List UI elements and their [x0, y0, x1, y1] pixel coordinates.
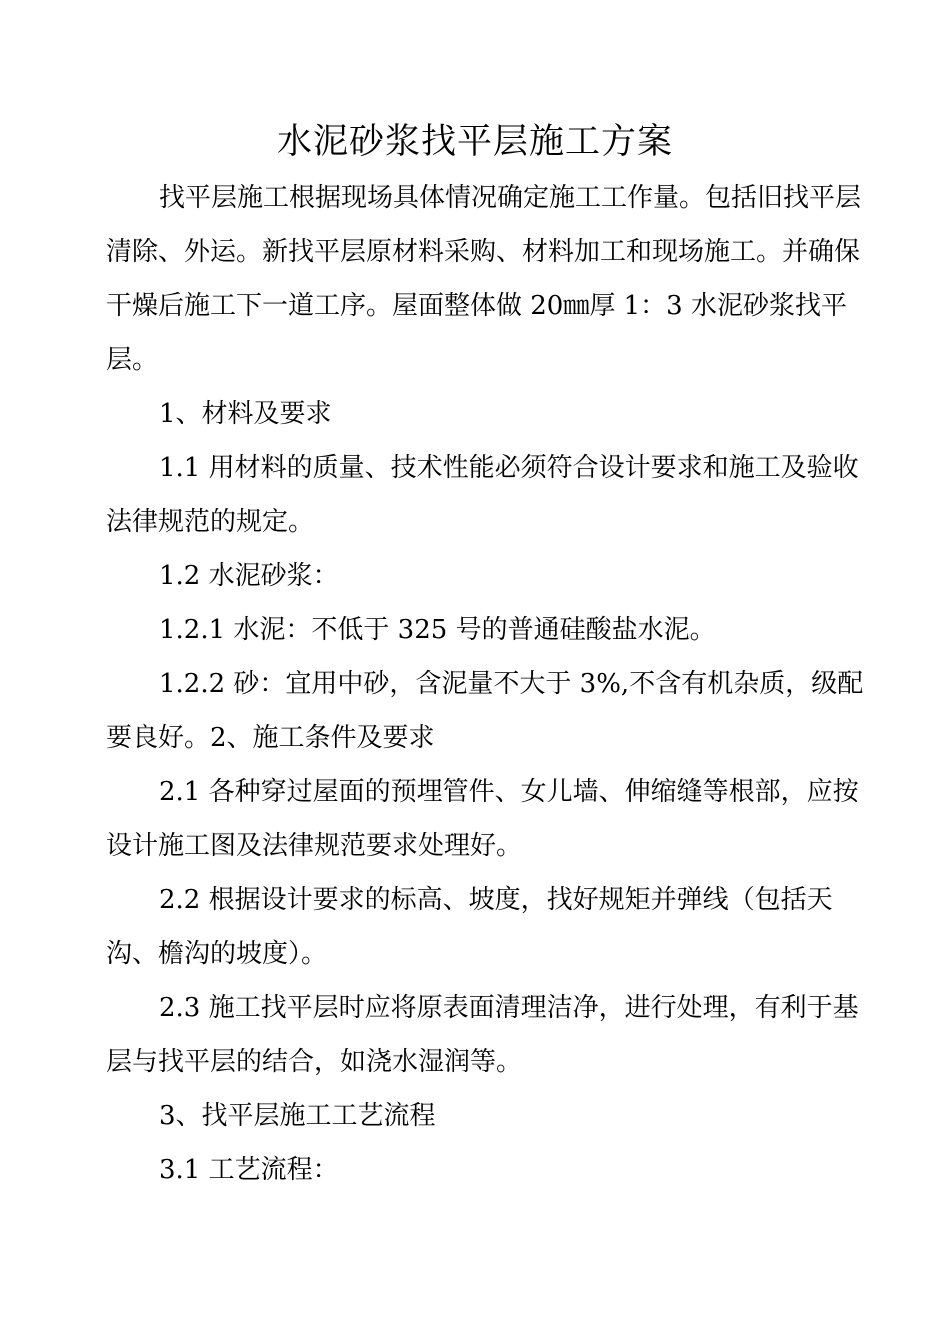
- paragraph-line: 1.2.2 砂：宜用中砂，含泥量不大于 3%,不含有机杂质，级配: [159, 669, 864, 699]
- paragraph-line: 层与找平层的结合，如浇水湿润等。: [106, 1047, 523, 1077]
- paragraph-line: 2.1 各种穿过屋面的预埋管件、女儿墙、伸缩缝等根部，应按: [159, 777, 859, 807]
- paragraph-line: 层。: [106, 345, 159, 375]
- document-body: [106, 171, 866, 1197]
- section-heading: 3、找平层施工工艺流程: [159, 1101, 436, 1131]
- document-title: 水泥砂浆找平层施工方案: [276, 122, 673, 162]
- paragraph-line: 要良好。2、施工条件及要求: [106, 723, 435, 753]
- section-heading: 1、材料及要求: [159, 399, 332, 429]
- paragraph-line: 1.2.1 水泥：不低于 325 号的普通硅酸盐水泥。: [159, 615, 716, 645]
- paragraph-line: 找平层施工根据现场具体情况确定施工工作量。包括旧找平层: [159, 183, 862, 213]
- paragraph-line: 2.2 根据设计要求的标高、坡度，找好规矩并弹线（包括天: [159, 885, 833, 915]
- subsection-heading: 3.1 工艺流程：: [159, 1155, 339, 1185]
- paragraph-line: 法律规范的规定。: [106, 507, 315, 537]
- paragraph-line: 沟、檐沟的坡度）。: [106, 939, 328, 969]
- paragraph-line: 2.3 施工找平层时应将原表面清理洁净，进行处理，有利于基: [159, 993, 859, 1023]
- paragraph-line: 干燥后施工下一道工序。屋面整体做 20㎜厚 1：3 水泥砂浆找平: [106, 291, 847, 321]
- paragraph-line: 清除、外运。新找平层原材料采购、材料加工和现场施工。并确保: [106, 237, 861, 267]
- subsection-heading: 1.2 水泥砂浆：: [159, 561, 339, 591]
- paragraph-line: 1.1 用材料的质量、技术性能必须符合设计要求和施工及验收: [159, 453, 859, 483]
- paragraph-line: 设计施工图及法律规范要求处理好。: [106, 831, 523, 861]
